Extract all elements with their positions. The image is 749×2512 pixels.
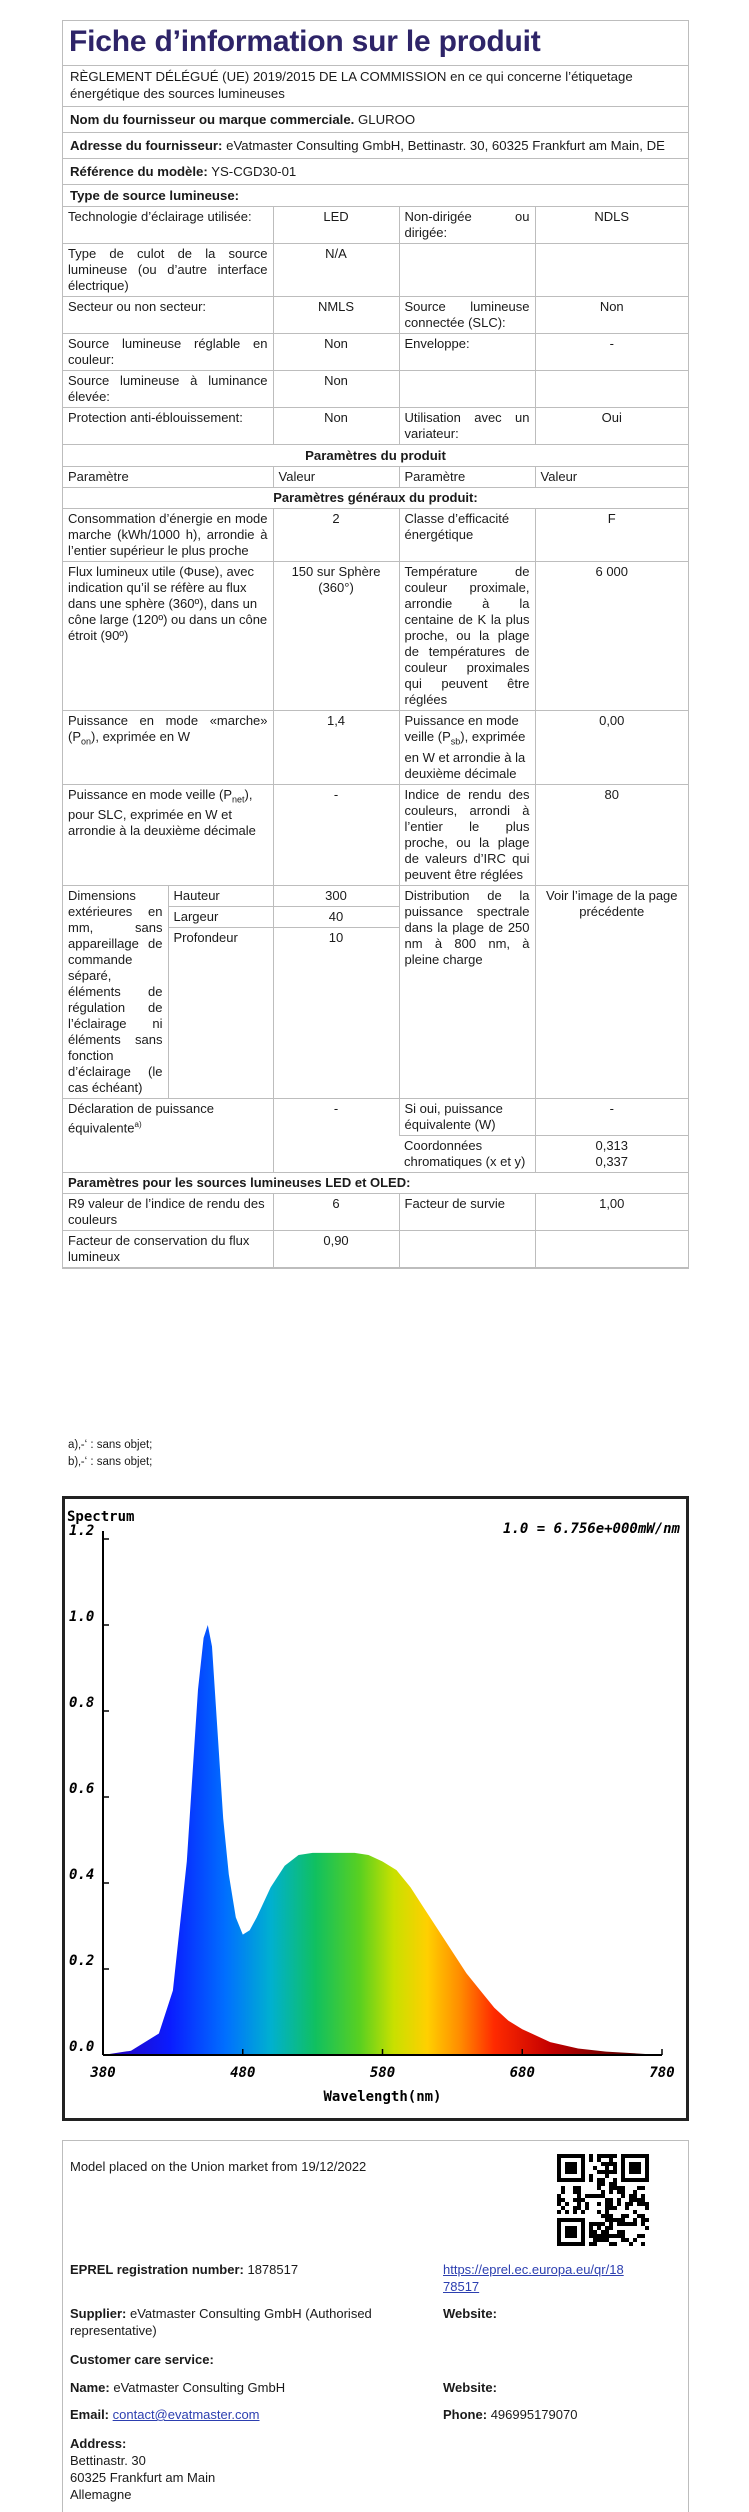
supplier-label: Nom du fournisseur ou marque commerciale. (70, 112, 355, 127)
email-label: Email: (70, 2407, 110, 2422)
y-tick-label: 0.6 (69, 1781, 95, 1797)
phone-value: 496995179070 (490, 2407, 578, 2422)
survival-value: 1,00 (535, 1193, 688, 1230)
psb-label-text: Puissance en mode veille (P (404, 713, 519, 744)
eprel-row (70, 2261, 298, 2278)
chroma-y: 0,337 (595, 1153, 629, 1169)
dim-width-label: Largeur (169, 907, 273, 928)
type-label-2 (399, 244, 535, 297)
supplier-value: GLUROO (358, 112, 416, 127)
dim-height-label: Hauteur (169, 886, 273, 907)
dim-depth-label: Profondeur (173, 929, 238, 945)
equiv-w-value: - (535, 1098, 688, 1135)
type-label-2 (399, 371, 535, 408)
maint-label: Facteur de conservation du flux lumineux (63, 1230, 273, 1267)
model-value: YS-CGD30-01 (211, 164, 297, 179)
empty-cell (535, 1230, 688, 1267)
pon-label (63, 711, 273, 785)
type-value-1: NMLS (273, 297, 399, 334)
eprel-link-part2[interactable]: 78517 (443, 2279, 480, 2294)
model-row (63, 158, 688, 184)
address-label: Adresse du fournisseur: (70, 138, 223, 153)
y-tick-label: 1.0 (69, 1609, 95, 1625)
type-value-2 (535, 371, 688, 408)
chroma-values (535, 1135, 688, 1172)
eprel-value: 1878517 (247, 2262, 299, 2277)
chroma-label: Coordonnées chromatiques (x et y) (399, 1135, 535, 1172)
col-param-2: Paramètre (399, 467, 535, 488)
type-label-2: Non-dirigée ou dirigée: (399, 207, 535, 244)
regulation-text: RÈGLEMENT DÉLÉGUÉ (UE) 2019/2015 DE LA COMMISSION en ce qui concerne l’étiquetage énergétique des sources lumineuses (63, 65, 688, 106)
chart-annotation: 1.0 = 6.756e+000mW/nm (502, 1521, 680, 1537)
address-line-1: Bettinastr. 30 (70, 2453, 146, 2468)
table-row (63, 297, 688, 334)
equiv-sup: a) (134, 1119, 142, 1129)
market-text: Model placed on the Union market from 19/12/2022 (70, 2159, 367, 2174)
cri-value: 80 (535, 784, 688, 885)
psb-label-tail: ), exprimée en W et arrondie à la deuxième décimale (404, 729, 526, 781)
product-information-sheet (62, 20, 689, 1269)
pon-sub: on (81, 736, 92, 747)
email-row (70, 2406, 260, 2423)
equiv-w-label: Si oui, puissance équivalente (W) (399, 1098, 535, 1135)
x-tick-label: 380 (90, 2065, 116, 2081)
type-value-1: LED (273, 207, 399, 244)
card-supplier-value: eVatmaster Consulting GmbH (Authorised representative) (70, 2306, 372, 2338)
x-tick-label: 780 (649, 2065, 675, 2081)
name-value: eVatmaster Consulting GmbH (113, 2380, 286, 2395)
chart-title: Spectrum (67, 1509, 135, 1525)
table-row (63, 371, 688, 408)
cct-value: 6 000 (535, 562, 688, 711)
pnet-sub: net (232, 794, 245, 805)
type-value-2: NDLS (535, 207, 688, 244)
x-tick-label: 680 (509, 2065, 535, 2081)
equiv-label-text: Déclaration de puissance équivalente (68, 1100, 214, 1135)
psb-label (399, 711, 535, 785)
y-tick-label: 0.2 (69, 1953, 95, 1969)
eprel-link[interactable] (443, 2261, 668, 2295)
table-row (63, 408, 688, 445)
type-value-2: - (535, 334, 688, 371)
type-value-1: Non (273, 371, 399, 408)
table-row (63, 885, 688, 1098)
y-tick-label: 1.2 (69, 1523, 95, 1539)
chroma-x: 0,313 (595, 1137, 629, 1153)
dims-sublabels (168, 885, 273, 1098)
phone-row (443, 2406, 577, 2423)
supplier-row (63, 106, 688, 132)
type-value-1: Non (273, 408, 399, 445)
pon-value: 1,4 (273, 711, 399, 785)
led-params-heading: Paramètres pour les sources lumineuses LED et OLED: (63, 1172, 688, 1193)
type-label-1: Source lumineuse réglable en couleur: (63, 334, 273, 371)
params-header-row (63, 467, 688, 488)
type-label-1: Secteur ou non secteur: (63, 297, 273, 334)
dim-height-value: 300 (274, 886, 399, 907)
card-supplier-label: Supplier: (70, 2306, 127, 2321)
source-type-heading: Type de source lumineuse: (63, 184, 688, 206)
qr-code-icon[interactable] (557, 2154, 649, 2246)
col-value-1: Valeur (273, 467, 399, 488)
energy-label: Consommation d’énergie en mode marche (kWh/1000 h), arrondie à l’entier supérieur le plus proche (63, 509, 273, 562)
table-row (63, 1193, 688, 1230)
type-label-2: Enveloppe: (399, 334, 535, 371)
name-label: Name: (70, 2380, 110, 2395)
website-label: Website: (443, 2306, 497, 2321)
spd-value: Voir l’image de la page précédente (535, 885, 688, 1098)
supplier-row (70, 2305, 440, 2339)
type-value-2 (535, 244, 688, 297)
table-row (63, 562, 688, 711)
address-label: Address: (70, 2436, 127, 2451)
source-type-table (63, 206, 688, 444)
table-row (63, 711, 688, 785)
name-row (70, 2379, 285, 2396)
sheet-title: Fiche d’information sur le produit (69, 25, 541, 58)
spectrum-area (103, 1625, 662, 2055)
type-label-1: Protection anti-éblouissement: (63, 408, 273, 445)
type-label-2: Utilisation avec un variateur: (399, 408, 535, 445)
col-value-2: Valeur (535, 467, 688, 488)
efficiency-value: F (535, 509, 688, 562)
pnet-label-text: Puissance en mode veille (P (68, 786, 233, 802)
type-label-2: Source lumineuse connectée (SLC): (399, 297, 535, 334)
address-line-2: 60325 Frankfurt am Main (70, 2470, 216, 2485)
model-label: Référence du modèle: (70, 164, 208, 179)
address-value: eVatmaster Consulting GmbH, Bettinastr. 30, 60325 Frankfurt am Main, DE (226, 138, 665, 153)
pon-label-text: Puissance en mode «marche» (P (68, 713, 268, 744)
type-value-1: N/A (273, 244, 399, 297)
dims-values (273, 885, 399, 1098)
r9-value: 6 (273, 1193, 399, 1230)
efficiency-label: Classe d’efficacité énergétique (399, 509, 535, 562)
pon-label-tail: ), exprimée en W (91, 729, 190, 744)
type-value-2: Oui (535, 408, 688, 445)
col-param-1: Paramètre (63, 467, 273, 488)
r9-label: R9 valeur de l’indice de rendu des couleurs (63, 1193, 273, 1230)
equiv-value: - (273, 1098, 399, 1172)
y-tick-label: 0.8 (69, 1695, 95, 1711)
flux-label: Flux lumineux utile (Φuse), avec indication qu’il se réfère au flux dans une sphère (360º), dans un cône large (120º) ou dans un cône étroit (90º) (63, 562, 273, 711)
empty-cell (399, 1230, 535, 1267)
table-row (63, 334, 688, 371)
dims-label: Dimensions extérieures en mm, sans appareillage de commande séparé, éléments de régulation de l’éclairage ni éléments sans fonction d’éclairage (le cas échéant) (63, 885, 168, 1098)
eprel-label: EPREL registration number: (70, 2262, 244, 2277)
footnote-b: b)‚-‘ : sans objet; (68, 1456, 153, 1468)
website2-label: Website: (443, 2380, 497, 2395)
dim-width-value: 40 (274, 907, 399, 928)
table-row (63, 1230, 688, 1267)
table-row (63, 207, 688, 244)
product-params-heading: Paramètres du produit (63, 444, 688, 466)
survival-label: Facteur de survie (399, 1193, 535, 1230)
footnote-a: a)‚-‘ : sans objet; (68, 1439, 153, 1451)
table-row (63, 784, 688, 885)
y-tick-label: 0.4 (69, 1867, 95, 1883)
table-row (63, 509, 688, 562)
table-row (63, 1098, 688, 1135)
care-label: Customer care service: (70, 2352, 214, 2367)
flux-value: 150 sur Sphère (360°) (273, 562, 399, 711)
table-row (63, 244, 688, 297)
cri-label: Indice de rendu des couleurs, arrondi à l’entier le plus proche, ou la plage de valeurs d’IRC qui peuvent être réglées (399, 784, 535, 885)
email-link[interactable]: contact@evatmaster.com (112, 2407, 260, 2422)
footnotes (65, 1437, 152, 1471)
eprel-link-part1[interactable]: https://eprel.ec.europa.eu/qr/18 (443, 2262, 624, 2277)
address-row (63, 132, 688, 158)
x-axis-label: Wavelength(nm) (323, 2089, 442, 2105)
spectrum-svg (65, 1499, 686, 2118)
dim-depth-value: 10 (328, 929, 344, 945)
y-tick-label: 0.0 (69, 2039, 95, 2055)
type-value-2: Non (535, 297, 688, 334)
address-line-3: Allemagne (70, 2487, 132, 2502)
equiv-label (63, 1098, 273, 1172)
type-label-1: Technologie d’éclairage utilisée: (63, 207, 273, 244)
type-label-1: Type de culot de la source lumineuse (ou d’autre interface électrique) (63, 244, 273, 297)
phone-label: Phone: (443, 2407, 488, 2422)
spd-label: Distribution de la puissance spectrale dans la plage de 250 nm à 800 nm, à pleine charge (399, 885, 535, 1098)
maint-value: 0,90 (273, 1230, 399, 1267)
general-params-heading: Paramètres généraux du produit: (63, 488, 688, 509)
type-label-1: Source lumineuse à luminance élevée: (63, 371, 273, 408)
pnet-value: - (273, 784, 399, 885)
energy-value: 2 (273, 509, 399, 562)
cct-label: Température de couleur proximale, arrondie à la centaine de K la plus proche, ou la plage de températures de couleur proximales qui peuvent être réglées (399, 562, 535, 711)
x-tick-label: 480 (230, 2065, 256, 2081)
type-value-1: Non (273, 334, 399, 371)
psb-sub: sb (450, 736, 461, 747)
pnet-label-tail: ), pour SLC, exprimée en W et arrondie à la deuxième décimale (68, 786, 256, 839)
eprel-card (62, 2140, 689, 2512)
pnet-label (63, 784, 273, 885)
spectrum-chart (62, 1496, 689, 2121)
product-params-table (63, 466, 688, 1268)
x-tick-label: 580 (369, 2065, 396, 2081)
psb-value: 0,00 (535, 711, 688, 785)
